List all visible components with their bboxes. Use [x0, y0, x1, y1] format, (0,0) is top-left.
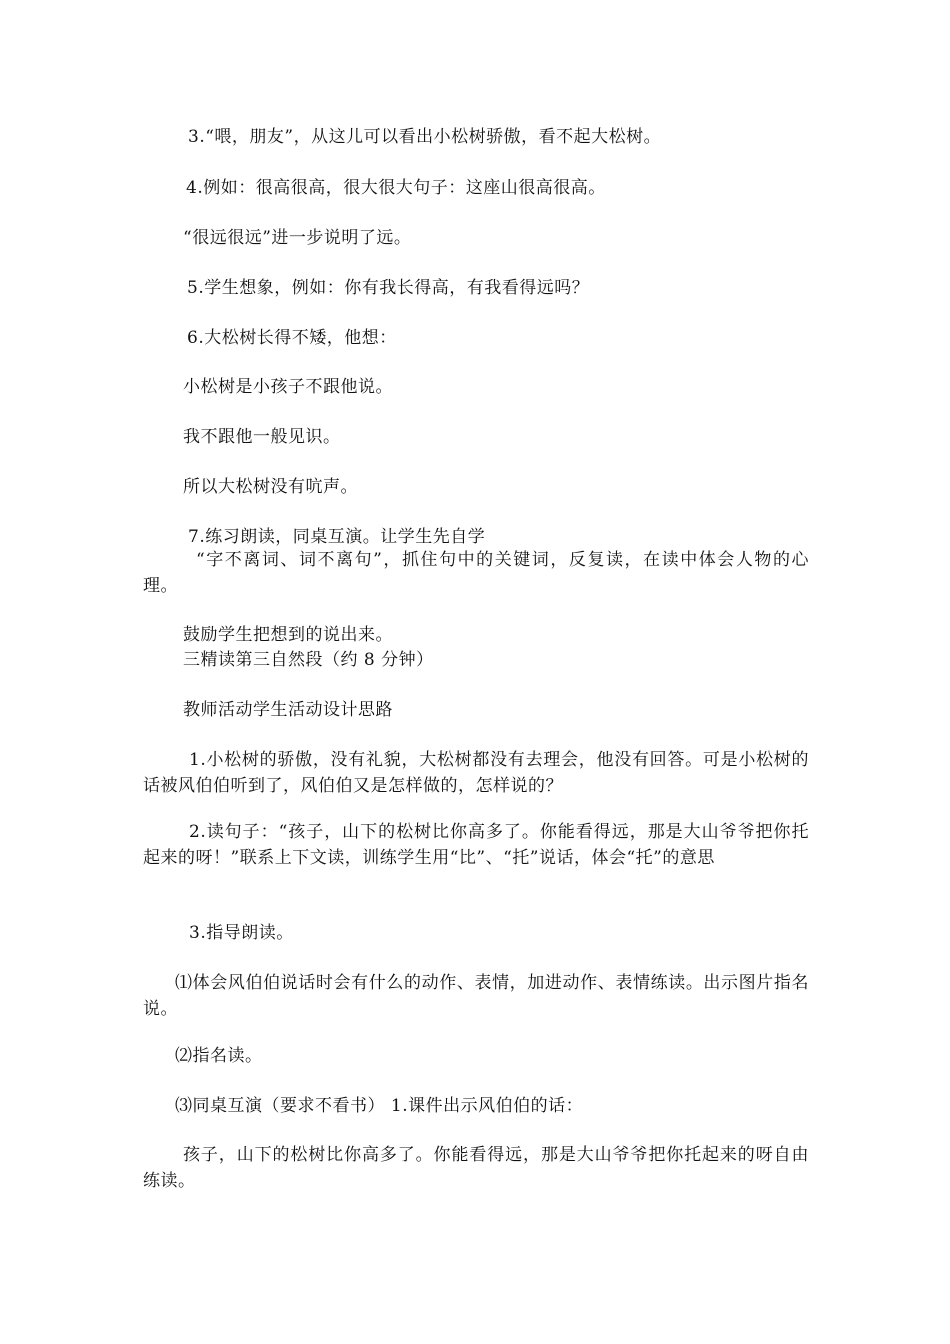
- text-line-7: 我不跟他一般见识。: [183, 427, 341, 447]
- text-line-5: 6.大松树长得不矮，他想：: [187, 328, 397, 348]
- text-line-3: “很远很远”进一步说明了远。: [183, 228, 412, 248]
- text-line-1: 3.“喂，朋友”，从这儿可以看出小松树骄傲，看不起大松树。: [188, 127, 662, 147]
- text-line-19: ⑶同桌互演（要求不看书） 1.课件出示风伯伯的话：: [175, 1096, 584, 1116]
- text-line-11: 鼓励学生把想到的说出来。: [183, 625, 393, 645]
- text-line-6: 小松树是小孩子不跟他说。: [183, 377, 393, 397]
- text-line-18: ⑵指名读。: [175, 1046, 263, 1066]
- section-heading: 三精读第三自然段（约 8 分钟）: [183, 650, 434, 670]
- text-line-2: 4.例如：很高很高，很大很大句子：这座山很高很高。: [186, 178, 606, 198]
- text-paragraph-10: “字不离词、词不离句”，抓住句中的关键词，反复读，在读中体会人物的心理。: [143, 550, 809, 596]
- text-paragraph-17: ⑴体会风伯伯说话时会有什么的动作、表情，加进动作、表情练读。出示图片指名说。: [143, 973, 809, 1019]
- text-paragraph-15: 2.读句子：“孩子，山下的松树比你高多了。你能看得远，那是大山爷爷把你托起来的呀！”联系上下文读，训练学生用“比”、“托”说话，体会“托”的意思: [143, 822, 809, 868]
- text-paragraph-14: 1.小松树的骄傲，没有礼貌，大松树都没有去理会，他没有回答。可是小松树的话被风伯伯听到了，风伯伯又是怎样做的，怎样说的？: [143, 750, 809, 796]
- text-line-4: 5.学生想象，例如：你有我长得高，有我看得远吗？: [187, 278, 590, 298]
- text-line-9: 7.练习朗读，同桌互演。让学生先自学: [188, 527, 486, 547]
- text-line-13: 教师活动学生活动设计思路: [183, 700, 393, 720]
- text-paragraph-20: 孩子，山下的松树比你高多了。你能看得远，那是大山爷爷把你托起来的呀自由练读。: [143, 1145, 809, 1191]
- text-line-8: 所以大松树没有吭声。: [183, 477, 358, 497]
- text-line-16: 3.指导朗读。: [189, 923, 294, 943]
